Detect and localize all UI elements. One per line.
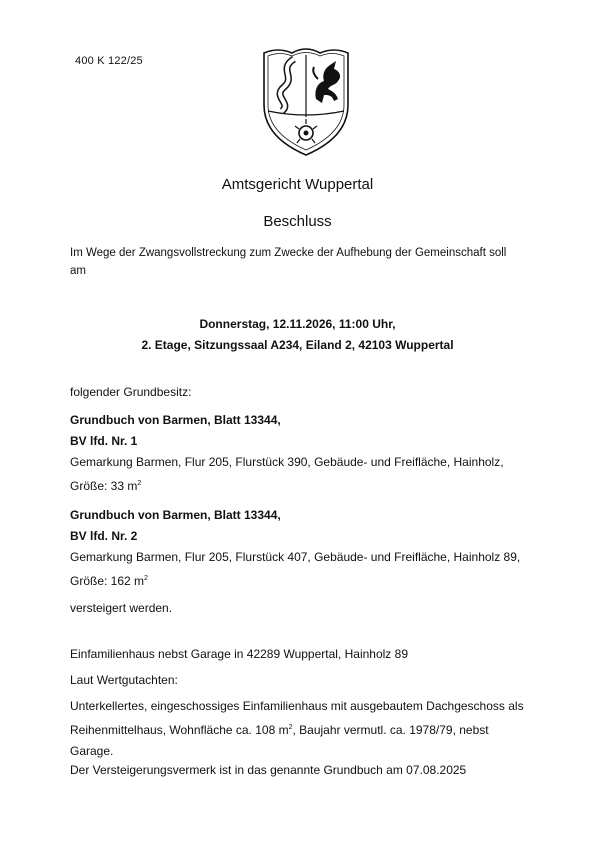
unit-superscript: 2 bbox=[144, 575, 148, 582]
grundbuch-entry-2 bbox=[70, 505, 530, 592]
court-name: Amtsgericht Wuppertal bbox=[221, 176, 374, 193]
objekt-beschreibung bbox=[70, 696, 530, 762]
grundbuch-entry-1 bbox=[70, 410, 530, 497]
vermerk-text: Der Versteigerungsvermerk ist in das genannte Grundbuch am 07.08.2025 bbox=[70, 763, 467, 777]
aktenzeichen: 400 K 122/25 bbox=[75, 55, 143, 67]
grundbesitz-label: folgender Grundbesitz: bbox=[70, 385, 192, 399]
grundbuch-desc: Gemarkung Barmen, Flur 205, Flurstück 407, Gebäude- und Freifläche, Hainholz 89, Größe: 162 m bbox=[70, 550, 521, 588]
termin-place: 2. Etage, Sitzungssaal A234, Eiland 2, 42103 Wuppertal bbox=[141, 338, 454, 352]
unit-superscript: 2 bbox=[137, 480, 142, 487]
beschreibung-part2: , Baujahr vermutl. ca. 1978/79, nebst Garage. bbox=[70, 723, 489, 758]
termin-block bbox=[0, 314, 595, 356]
wertgutachten-label: Laut Wertgutachten: bbox=[70, 673, 178, 687]
grundbuch-title: Grundbuch von Barmen, Blatt 13344, bbox=[70, 508, 281, 522]
grundbuch-desc-line bbox=[70, 547, 530, 592]
objekt-text: Einfamilienhaus nebst Garage in 42289 Wuppertal, Hainholz 89 bbox=[70, 647, 408, 661]
intro-paragraph: Im Wege der Zwangsvollstreckung zum Zwecke der Aufhebung der Gemeinschaft soll am bbox=[70, 247, 507, 277]
coat-of-arms-icon bbox=[258, 45, 354, 157]
grundbuch-desc: Gemarkung Barmen, Flur 205, Flurstück 390, Gebäude- und Freifläche, Hainholz, Größe: 33 m bbox=[70, 455, 504, 493]
grundbuch-bv: BV lfd. Nr. 2 bbox=[70, 529, 138, 543]
versteigert-text: versteigert werden. bbox=[70, 601, 173, 615]
unit-superscript: 2 bbox=[288, 724, 293, 731]
document-title: Beschluss bbox=[263, 213, 332, 230]
grundbuch-title: Grundbuch von Barmen, Blatt 13344, bbox=[70, 413, 281, 427]
grundbuch-bv: BV lfd. Nr. 1 bbox=[70, 434, 138, 448]
termin-date: Donnerstag, 12.11.2026, 11:00 Uhr, bbox=[199, 317, 396, 331]
grundbuch-desc-line bbox=[70, 452, 530, 497]
beschreibung-part1: Unterkellertes, eingeschossiges Einfamilienhaus mit ausgebautem Dachgeschoss als Reihenmittelhaus, Wohnfläche ca. 108 m bbox=[70, 699, 524, 737]
